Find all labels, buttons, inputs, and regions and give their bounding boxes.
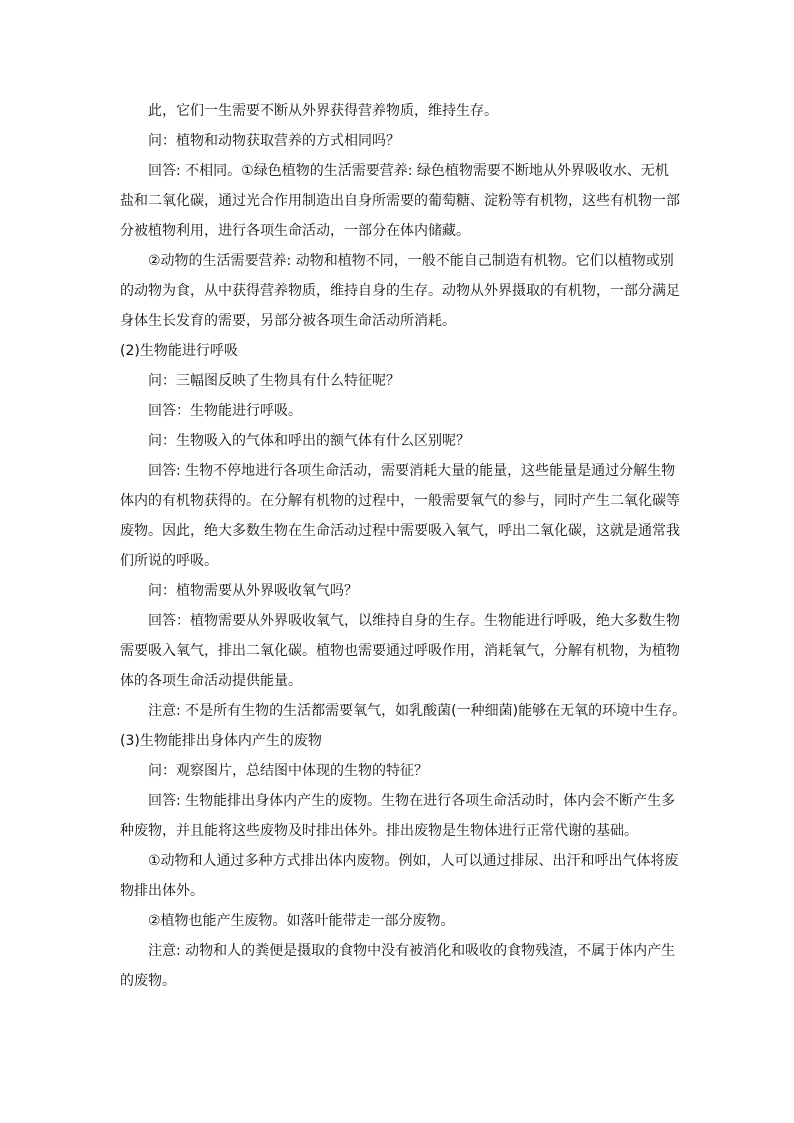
text-line: 问：观察图片，总结图中体现的生物的特征？	[148, 763, 428, 779]
text-line: 盐和二氧化碳，通过光合作用制造出自身所需要的葡萄糖、淀粉等有机物，这些有机物一部	[120, 193, 680, 209]
paragraph	[120, 96, 676, 126]
document-body	[120, 96, 687, 996]
text-line: 的动物为食，从中获得营养物质，维持自身的生存。动物从外界摄取的有机物，一部分满足	[120, 283, 680, 299]
paragraph	[120, 576, 676, 606]
paragraph	[120, 426, 676, 456]
paragraph	[120, 936, 676, 996]
text-line: 体的各项生命活动提供能量。	[120, 673, 302, 689]
section-heading	[120, 726, 676, 756]
text-line: (2)生物能进行呼吸	[120, 343, 238, 359]
text-line: 废物。因此，绝大多数生物在生命活动过程中需要吸入氧气，呼出二氧化碳，这就是通常我	[120, 523, 680, 539]
paragraph	[120, 606, 680, 696]
paragraph	[120, 846, 679, 906]
text-line: 体内的有机物获得的。在分解有机物的过程中，一般需要氧气的参与，同时产生二氧化碳等	[120, 493, 680, 509]
text-line: (3)生物能排出身体内产生的废物	[120, 733, 322, 749]
text-line: 此，它们一生需要不断从外界获得营养物质，维持生存。	[148, 103, 498, 119]
text-line: 的废物。	[120, 973, 176, 989]
text-line: 注意: 不是所有生物的生活都需要氧气，如乳酸菌(一种细菌)能够在无氧的环境中生存。	[148, 703, 687, 719]
text-line: 问：植物需要从外界吸收氧气吗？	[148, 583, 358, 599]
paragraph	[120, 366, 676, 396]
text-line: ②动物的生活需要营养: 动物和植物不同，一般不能自己制造有机物。它们以植物或别	[148, 253, 674, 269]
text-line: 分被植物利用，进行各项生命活动，一部分在体内储藏。	[120, 223, 470, 239]
paragraph	[120, 696, 687, 726]
paragraph	[120, 246, 680, 336]
text-line: 回答：生物能进行呼吸。	[148, 403, 302, 419]
text-line: ①动物和人通过多种方式排出体内废物。例如，人可以通过排尿、出汗和呼出气体将废	[148, 853, 679, 869]
paragraph	[120, 456, 680, 576]
text-line: 注意: 动物和人的粪便是摄取的食物中没有被消化和吸收的食物残渣，不属于体内产生	[148, 943, 676, 959]
text-line: 问：三幅图反映了生物具有什么特征呢？	[148, 373, 400, 389]
text-line: 问：植物和动物获取营养的方式相同吗？	[148, 133, 400, 149]
text-line: 问：生物吸入的气体和呼出的额气体有什么区别呢？	[148, 433, 470, 449]
text-line: 回答: 不相同。①绿色植物的生活需要营养: 绿色植物需要不断地从外界吸收水、无机	[148, 163, 669, 179]
text-line: 种废物，并且能将这些废物及时排出体外。排出废物是生物体进行正常代谢的基础。	[120, 823, 638, 839]
text-line: ②植物也能产生废物。如落叶能带走一部分废物。	[148, 913, 455, 929]
paragraph	[120, 906, 676, 936]
text-line: 们所说的呼吸。	[120, 553, 218, 569]
paragraph	[120, 756, 676, 786]
paragraph	[120, 126, 676, 156]
text-line: 回答：植物需要从外界吸收氧气，以维持自身的生存。生物能进行呼吸，绝大多数生物	[148, 613, 680, 629]
text-line: 回答: 生物不停地进行各项生命活动，需要消耗大量的能量，这些能量是通过分解生物	[148, 463, 676, 479]
text-line: 物排出体外。	[120, 883, 204, 899]
paragraph	[120, 396, 676, 426]
text-line: 回答: 生物能排出身体内产生的废物。生物在进行各项生命活动时，体内会不断产生多	[148, 793, 676, 809]
paragraph	[120, 786, 676, 846]
text-line: 身体生长发育的需要，另部分被各项生命活动所消耗。	[120, 313, 456, 329]
paragraph	[120, 156, 680, 246]
text-line: 需要吸入氧气，排出二氧化碳。植物也需要通过呼吸作用，消耗氧气，分解有机物，为植物	[120, 643, 680, 659]
section-heading	[120, 336, 676, 366]
